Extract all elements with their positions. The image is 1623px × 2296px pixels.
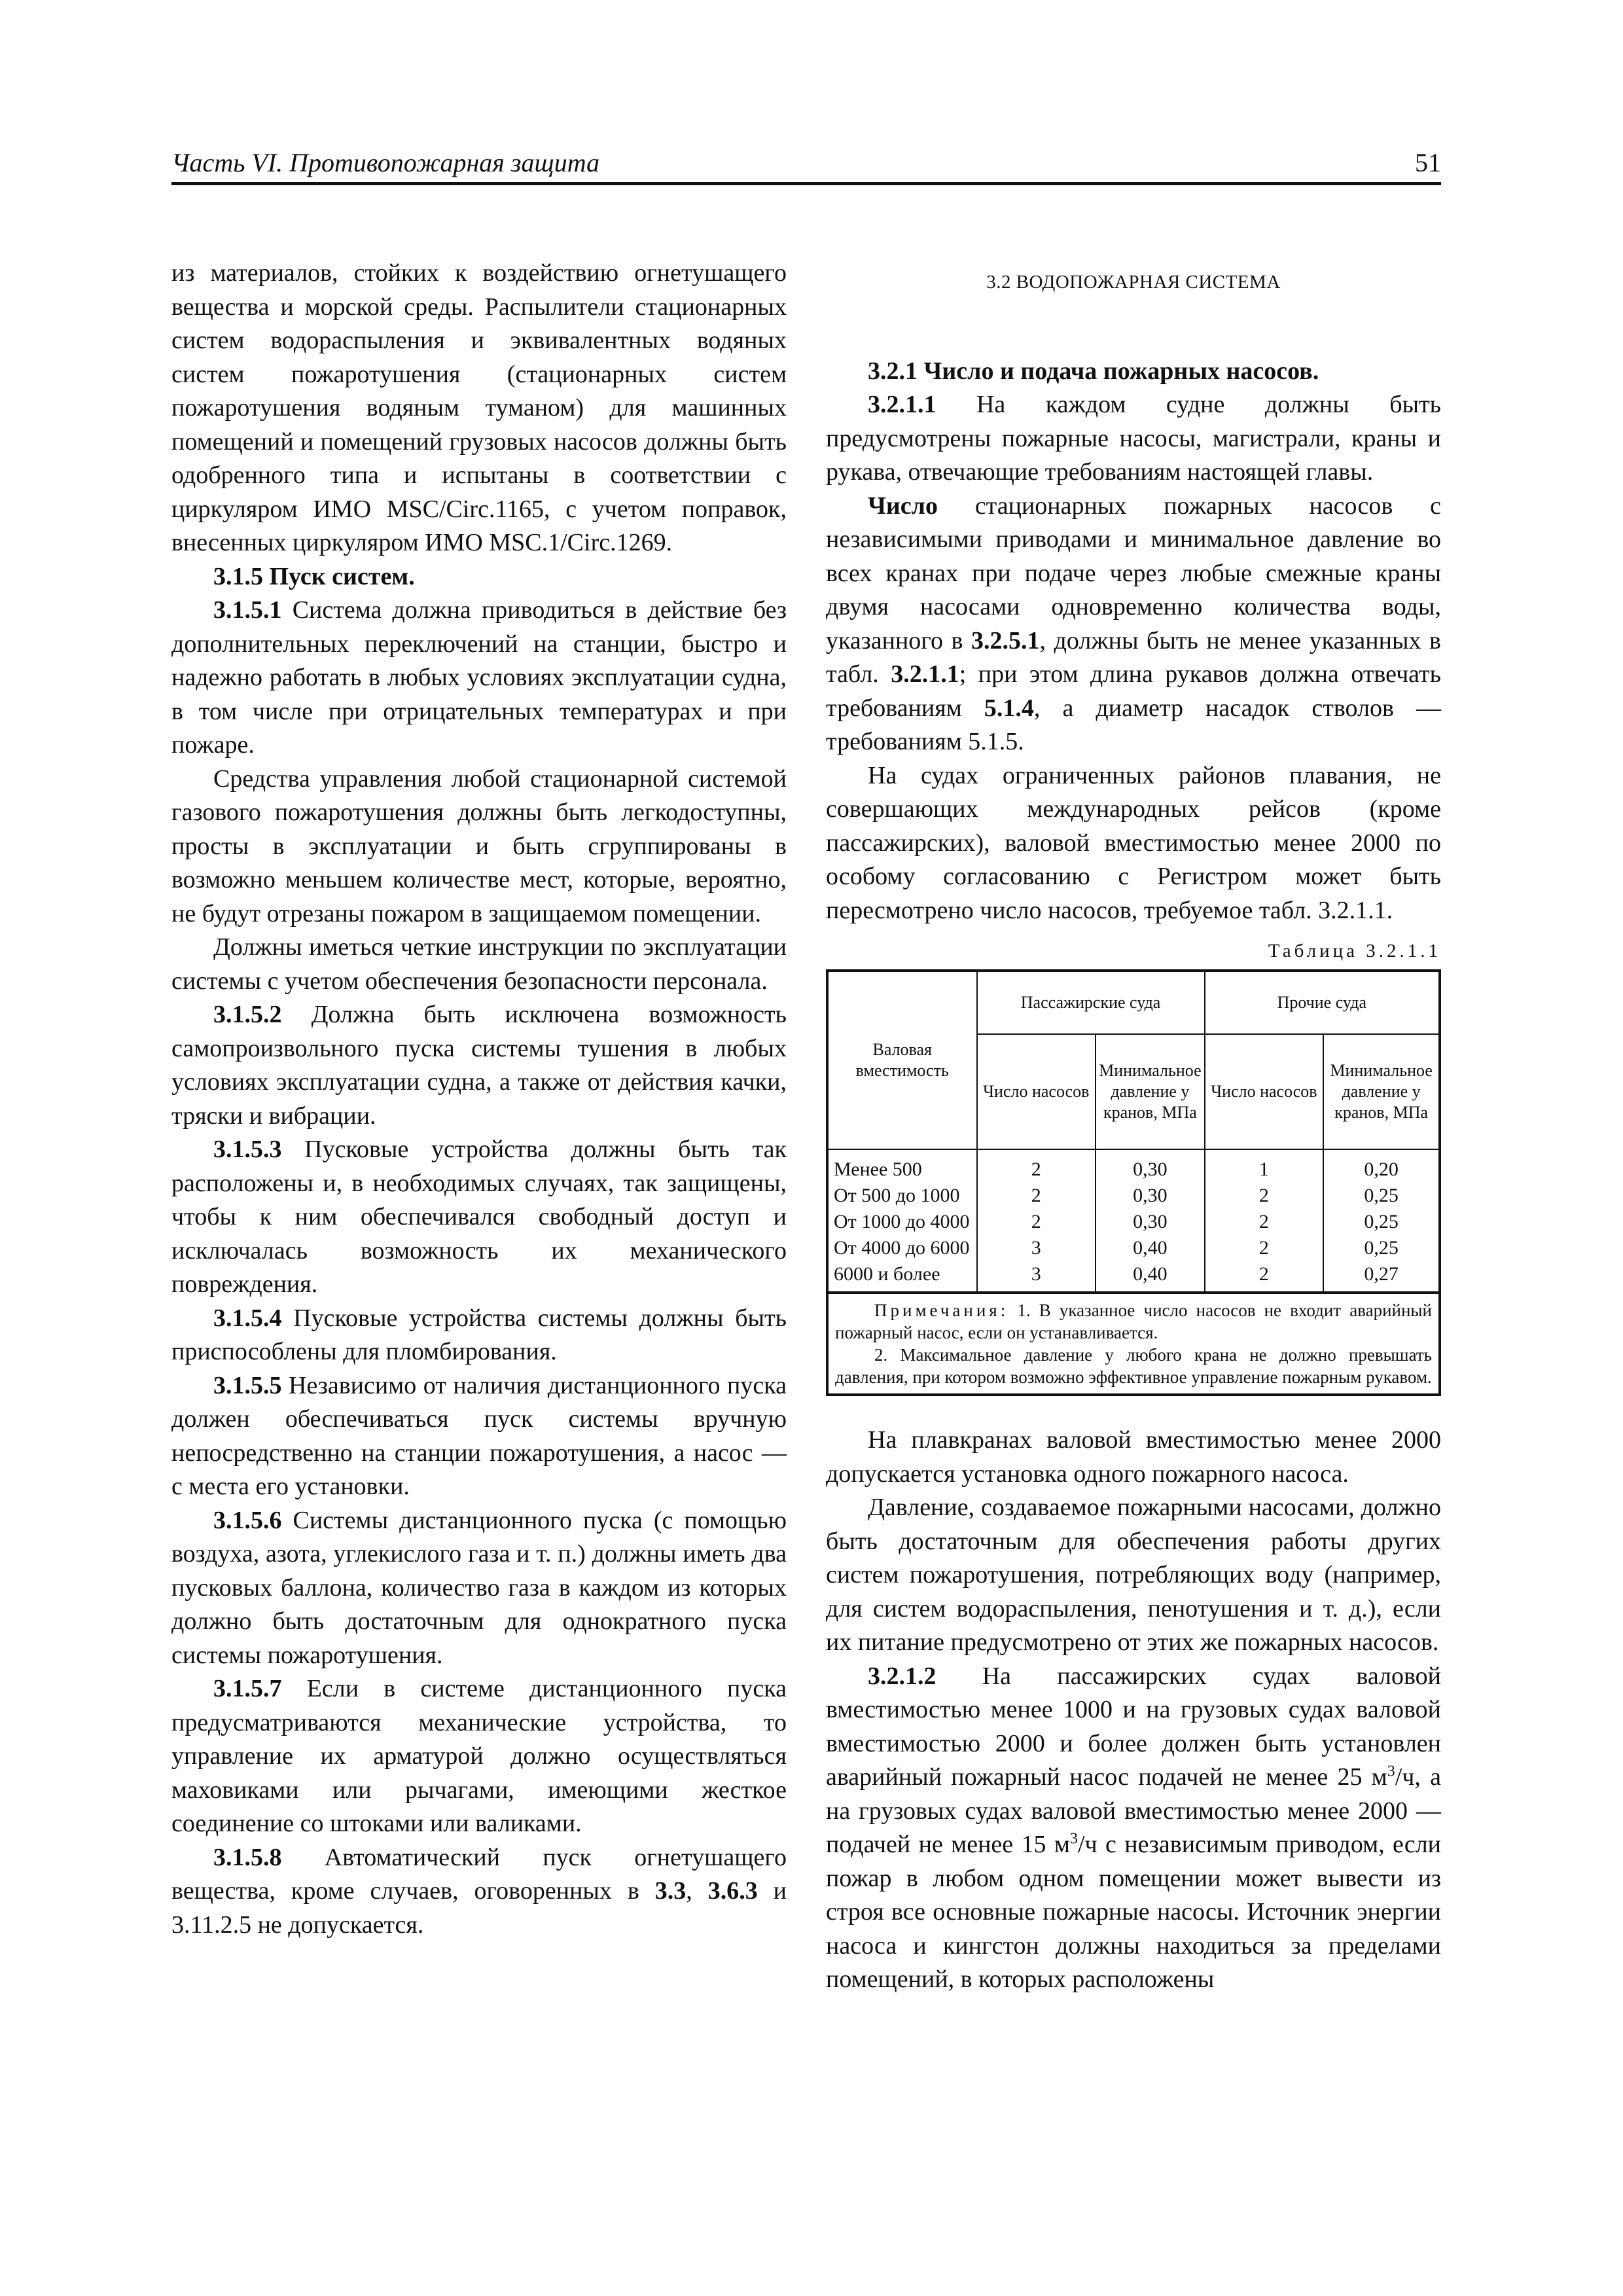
header-min-pressure: Минимальное давление у кранов, МПа <box>1096 1034 1205 1149</box>
paragraph: Должны иметься четкие инструкции по эксплуатации системы с учетом обеспечения безопасности персонала. <box>171 933 787 995</box>
clause-3-1-5-5: 3.1.5.5 Независимо от наличия дистанционного пуска должен обеспечиваться пуск системы вручную непосредственно на станции пожаротушения, а насос — с места его установки. <box>171 1371 787 1500</box>
clause-3-1-5-2: 3.1.5.2 Должна быть исключена возможность самопроизвольного пуска системы тушения в любых условиях эксплуатации судна, а также от действия качки, тряски и вибрации. <box>171 1001 787 1130</box>
passenger-pumps-cell: 2 2 2 3 3 <box>977 1149 1096 1293</box>
section-title: 3.2 ВОДОПОЖАРНАЯ СИСТЕМА <box>986 272 1281 293</box>
running-title: Часть VI. Противопожарная защита <box>171 148 600 177</box>
page-number: 51 <box>1415 148 1441 177</box>
passenger-pressure-cell: 0,30 0,30 0,30 0,40 0,40 <box>1096 1149 1205 1293</box>
clause-3-1-5-7: 3.1.5.7 Если в системе дистанционного пуска предусматриваются механические устройства, то управление их арматурой должно осуществляться маховиками или рычагами, имеющими жесткое соединение со штоками или валиками. <box>171 1675 787 1837</box>
other-pumps-cell: 1 2 2 2 2 <box>1205 1149 1324 1293</box>
table-notes: Примечания: 1. В указанное число насосов не входит аварийный пожарный насос, если он устанавливается. 2. Максимальное давление у любого крана не должно превышать давления, при котором возможно эффективное управление пожарным рукавом. <box>827 1293 1440 1395</box>
paragraph: На судах ограниченных районов плавания, не совершающих международных рейсов (кроме пассажирских), валовой вместимостью менее 2000 по особому согласованию с Регистром может быть пересмотрено число насосов, требуемое табл. 3.2.1.1. <box>826 761 1441 924</box>
clause-3-1-5-4: 3.1.5.4 Пусковые устройства системы должны быть приспособлены для пломбирования. <box>171 1304 787 1365</box>
table-notes-row <box>827 1293 1440 1395</box>
clause-3-2-1-2: 3.2.1.2 На пассажирских судах валовой вместимостью менее 1000 и на грузовых судах валовой вместимостью 2000 и более должен быть установлен аварийный пожарный насос подачей не менее 25 $м^3/ч$, а на грузовых судах валовой вместимостью менее 2000 — подачей не менее 15 $м^3/ч$ с независимым приводом, если пожар в любом одном помещении может вывести из строя все основные пожарные насосы. Источник энергии насоса и кингстон должны находиться за пределами помещений, в которых расположены <box>826 1662 1442 1993</box>
left-column <box>171 257 787 1942</box>
header-num-pumps: Число насосов <box>977 1034 1096 1149</box>
paragraph: из материалов, стойких к воздействию огнетушащего вещества и морской среды. Распылители стационарных систем водораспыления и эквивалентных водяных систем пожаротушения (стационарных систем пожаротушения водяным туманом) для машинных помещений и помещений грузовых насосов должны быть одобренного типа и испытаны в соответствии с циркуляром ИМО MSC/Circ.1165, с учетом поправок, внесенных циркуляром ИМО MSC.1/Circ.1269. <box>171 259 787 556</box>
table-header-row <box>827 971 1440 1034</box>
header-min-pressure: Минимальное давление у кранов, МПа <box>1323 1034 1440 1149</box>
paragraph: Средства управления любой стационарной системой газового пожаротушения должны быть легкодоступны, просты в эксплуатации и быть сгруппированы в возможно меньшем количестве мест, которые, вероятно, не будут отрезаны пожаром в защищаемом помещении. <box>171 764 787 927</box>
clause-3-1-5-1: 3.1.5.1 Система должна приводиться в действие без дополнительных переключений на станции, быстро и надежно работать в любых условиях эксплуатации судна, в том числе при отрицательных температурах и при пожаре. <box>171 596 787 759</box>
header-num-pumps: Число насосов <box>1205 1034 1324 1149</box>
clause-3-2-1-1: 3.2.1.1 На каждом судне должны быть предусмотрены пожарные насосы, магистрали, краны и рукава, отвечающие требованиям настоящей главы. <box>826 391 1442 486</box>
right-column <box>826 257 1441 1997</box>
clause-3-1-5-6: 3.1.5.6 Системы дистанционного пуска (с помощью воздуха, азота, углекислого газа и т. п.) должны иметь два пусковых баллона, количество газа в каждом из которых должно быть достаточным для однократного пуска системы пожаротушения. <box>171 1506 787 1669</box>
table-label: Таблица 3.2.1.1 <box>1268 941 1441 961</box>
tonnage-cell: Менее 500 От 500 до 1000 От 1000 до 4000 От 4000 до 6000 6000 и более <box>827 1149 977 1293</box>
paragraph: Число стационарных пожарных насосов с независимыми приводами и минимальное давление во всех кранах при подаче через любые смежные краны двумя насосами одновременно количества воды, указанного в 3.2.5.1, должны быть не менее указанных в табл. 3.2.1.1; при этом длина рукавов должна отвечать требованиям 5.1.4, а диаметр насадок стволов — требованиям 5.1.5. <box>826 492 1441 755</box>
clause-3-1-5-3: 3.1.5.3 Пусковые устройства должны быть так расположены и, в необходимых случаях, так защищены, чтобы к ним обеспечивался свободный доступ и исключалась возможность их механического повреждения. <box>171 1136 787 1298</box>
page-header <box>171 143 1441 185</box>
other-pressure-cell: 0,20 0,25 0,25 0,25 0,27 <box>1323 1149 1440 1293</box>
pumps-table <box>826 969 1441 1396</box>
heading-3-1-5: 3.1.5 Пуск систем. <box>213 562 415 590</box>
clause-3-1-5-8: 3.1.5.8 Автоматический пуск огнетушащего вещества, кроме случаев, оговоренных в 3.3, 3.6.3 и 3.11.2.5 не допускается. <box>171 1843 787 1939</box>
paragraph: На плавкранах валовой вместимостью менее 2000 допускается установка одного пожарного насоса. <box>826 1426 1441 1488</box>
header-passenger-ships: Пассажирские суда <box>977 971 1205 1034</box>
table-data-row <box>827 1149 1440 1293</box>
header-other-ships: Прочие суда <box>1205 971 1440 1034</box>
heading-3-2-1: 3.2.1 Число и подача пожарных насосов. <box>868 357 1319 385</box>
paragraph: Давление, создаваемое пожарными насосами, должно быть достаточным для обеспечения работы других систем пожаротушения, потребляющих воду (например, для систем водораспыления, пенотушения и т. д.), если их питание предусмотрено от этих же пожарных насосов. <box>826 1494 1441 1656</box>
header-tonnage: Валовая вместимость <box>827 971 977 1149</box>
